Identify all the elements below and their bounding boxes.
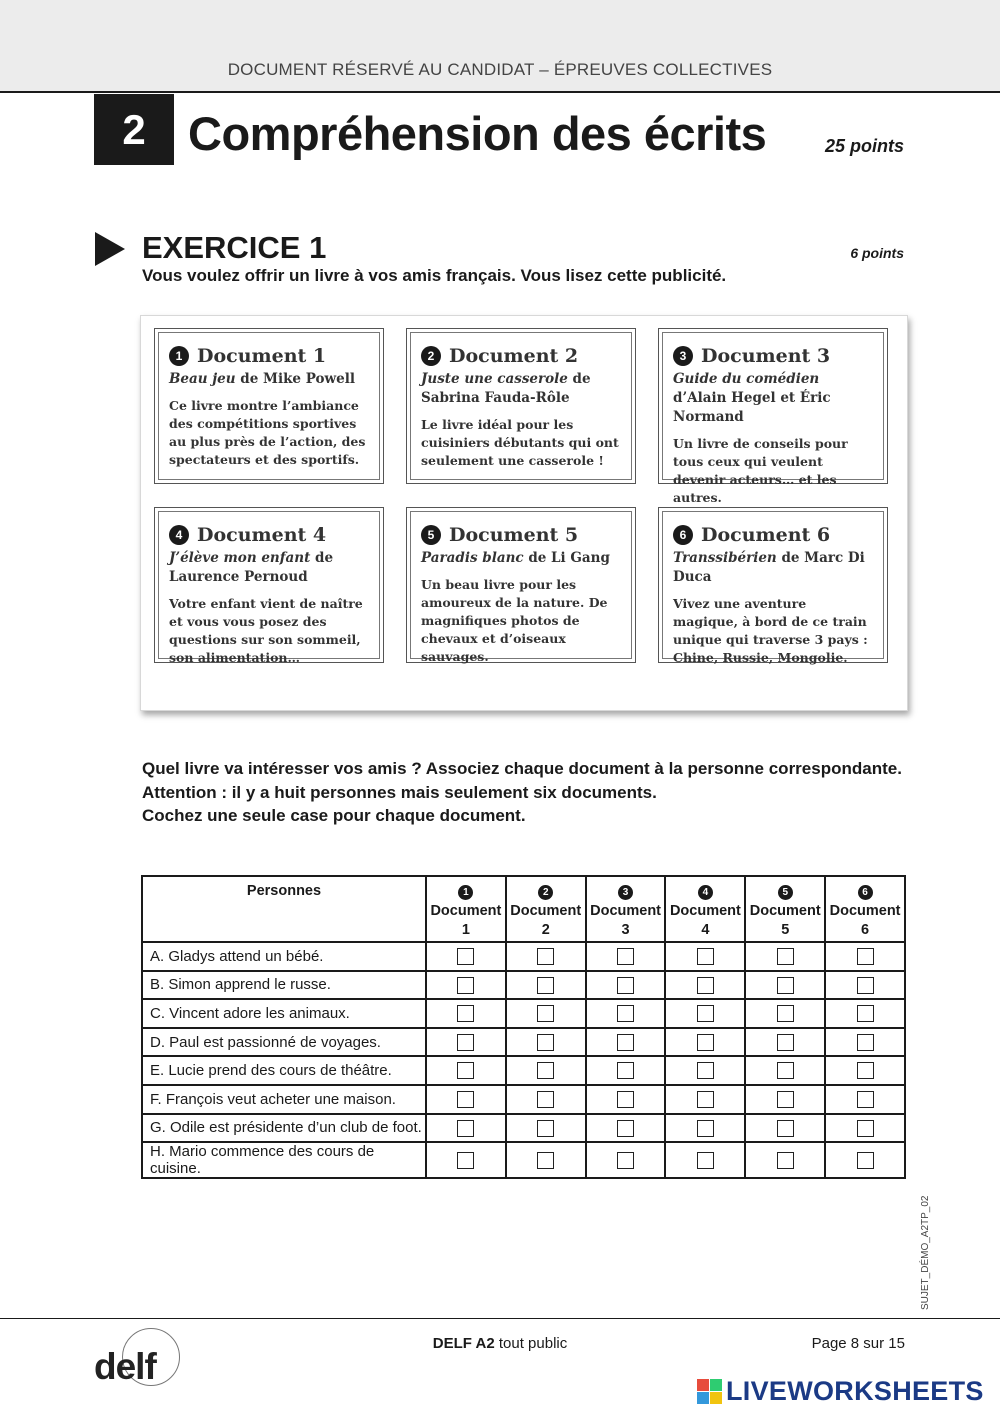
answer-table	[141, 875, 906, 1179]
document-description: Le livre idéal pour les cuisiniers débutants qui ont seulement une casserole !	[421, 417, 619, 468]
book-author: de Laurence Pernoud	[169, 550, 334, 585]
document-title: Document 3	[701, 345, 831, 367]
exam-name: DELF A2 tout public	[432, 1335, 568, 1352]
table-row	[142, 999, 905, 1028]
checkbox[interactable]	[857, 1062, 874, 1079]
column-header-document-4: 4 Document 4	[665, 876, 745, 942]
document-card-6	[658, 507, 888, 663]
table-row	[142, 971, 905, 1000]
document-description: Un beau livre pour les amoureux de la nature. De magnifiques photos de chevaux et d’oiseaux sauvages.	[421, 577, 608, 664]
number-badge-icon: 1	[458, 885, 473, 900]
number-badge-icon: 4	[169, 525, 189, 545]
checkbox[interactable]	[697, 948, 714, 965]
book-author: d’Alain Hegel et Éric Normand	[673, 390, 831, 425]
table-row	[142, 1056, 905, 1085]
section-title: Compréhension des écrits	[188, 107, 767, 160]
footer-divider	[0, 1318, 1000, 1319]
checkbox[interactable]	[857, 1152, 874, 1169]
number-badge-icon: 2	[421, 346, 441, 366]
persons-header: Personnes	[142, 876, 426, 942]
checkbox[interactable]	[777, 1120, 794, 1137]
exercise-points: 6 points	[850, 245, 904, 261]
liveworksheets-logo-icon	[697, 1379, 722, 1404]
header-label: DOCUMENT RÉSERVÉ AU CANDIDAT – ÉPREUVES COLLECTIVES	[227, 60, 773, 79]
instruction-line-3: Cochez une seule case pour chaque document.	[142, 806, 526, 825]
document-card-2	[406, 328, 636, 484]
logo-text: delf	[94, 1346, 156, 1387]
checkbox[interactable]	[457, 1034, 474, 1051]
checkbox[interactable]	[537, 1091, 554, 1108]
person-label: F. François veut acheter une maison.	[142, 1085, 426, 1114]
checkbox[interactable]	[457, 1120, 474, 1137]
checkbox[interactable]	[537, 977, 554, 994]
table-row	[142, 1028, 905, 1057]
book-title: Beau jeu	[169, 371, 236, 387]
person-label: A. Gladys attend un bébé.	[142, 942, 426, 971]
number-badge-icon: 5	[421, 525, 441, 545]
checkbox[interactable]	[537, 948, 554, 965]
checkbox[interactable]	[777, 1152, 794, 1169]
checkbox[interactable]	[457, 1005, 474, 1022]
book-author: de Mike Powell	[240, 371, 355, 387]
book-author: de Marc Di Duca	[673, 550, 865, 585]
book-title: Paradis blanc	[421, 550, 524, 566]
checkbox[interactable]	[617, 1120, 634, 1137]
document-title: Document 4	[197, 524, 327, 546]
checkbox[interactable]	[537, 1005, 554, 1022]
brand-text: LIVEWORKSHEETS	[726, 1376, 984, 1406]
table-row	[142, 1085, 905, 1114]
document-code: SUJET_DÉMO_A2TP_02	[920, 1195, 931, 1310]
book-author: de Sabrina Fauda-Rôle	[421, 371, 591, 406]
document-description: Vivez une aventure magique, à bord de ce train unique qui traverse 3 pays : Chine, Russie, Mongolie.	[673, 596, 868, 665]
document-title: Document 2	[449, 345, 579, 367]
page-number: Page 8 sur 15	[811, 1335, 905, 1352]
document-description: Votre enfant vient de naître et vous vous posez des questions sur son sommeil, son alimentation…	[169, 596, 363, 665]
checkbox[interactable]	[617, 1062, 634, 1079]
document-description: Ce livre montre l’ambiance des compétitions sportives au plus près de l’action, des spectateurs et des sportifs.	[169, 398, 366, 467]
checkbox[interactable]	[857, 977, 874, 994]
book-title: Juste une casserole	[421, 371, 568, 387]
exercise-title: EXERCICE 1	[142, 230, 327, 265]
header-band	[0, 0, 1000, 93]
document-description: Un livre de conseils pour tous ceux qui veulent devenir acteurs… et les autres.	[673, 436, 848, 505]
checkbox[interactable]	[617, 1091, 634, 1108]
checkbox[interactable]	[777, 1034, 794, 1051]
document-title: Document 5	[449, 524, 579, 546]
table-row	[142, 942, 905, 971]
checkbox[interactable]	[617, 977, 634, 994]
checkbox[interactable]	[537, 1120, 554, 1137]
checkbox[interactable]	[857, 948, 874, 965]
document-card-3	[658, 328, 888, 505]
play-triangle-icon	[95, 232, 125, 266]
book-author: de Li Gang	[528, 550, 610, 566]
column-header-document-6: 6 Document 6	[825, 876, 905, 942]
checkbox[interactable]	[697, 1034, 714, 1051]
book-title: J’élève mon enfant	[169, 550, 311, 566]
number-badge-icon: 3	[618, 885, 633, 900]
checkbox[interactable]	[857, 1034, 874, 1051]
checkbox[interactable]	[697, 1005, 714, 1022]
book-title: Transsibérien	[673, 550, 777, 566]
document-card-5	[406, 507, 636, 663]
document-card-4	[154, 507, 384, 663]
checkbox[interactable]	[617, 1034, 634, 1051]
table-row	[142, 1142, 905, 1178]
number-badge-icon: 6	[858, 885, 873, 900]
checkbox[interactable]	[697, 1120, 714, 1137]
document-title: Document 6	[701, 524, 831, 546]
person-label: B. Simon apprend le russe.	[142, 971, 426, 1000]
checkbox[interactable]	[457, 1091, 474, 1108]
instruction-line-1: Quel livre va intéresser vos amis ? Associez chaque document à la personne correspondante.	[142, 759, 902, 778]
number-badge-icon: 3	[673, 346, 693, 366]
table-header-row	[142, 876, 905, 942]
column-header-document-2: 2 Document 2	[506, 876, 586, 942]
number-badge-icon: 5	[778, 885, 793, 900]
checkbox[interactable]	[537, 1034, 554, 1051]
checkbox[interactable]	[777, 1062, 794, 1079]
liveworksheets-brand[interactable]	[697, 1376, 984, 1407]
column-header-document-1: 1 Document 1	[426, 876, 506, 942]
number-badge-icon: 1	[169, 346, 189, 366]
checkbox[interactable]	[697, 1152, 714, 1169]
person-label: C. Vincent adore les animaux.	[142, 999, 426, 1028]
checkbox[interactable]	[537, 1062, 554, 1079]
checkbox[interactable]	[777, 1005, 794, 1022]
checkbox[interactable]	[857, 1120, 874, 1137]
person-label: E. Lucie prend des cours de théâtre.	[142, 1056, 426, 1085]
checkbox[interactable]	[457, 977, 474, 994]
section-points: 25 points	[824, 136, 904, 156]
checkbox[interactable]	[617, 948, 634, 965]
instruction-line-2: Attention : il y a huit personnes mais seulement six documents.	[142, 782, 657, 802]
checkbox[interactable]	[777, 948, 794, 965]
checkbox[interactable]	[457, 948, 474, 965]
number-badge-icon: 6	[673, 525, 693, 545]
table-row	[142, 1114, 905, 1143]
checkbox[interactable]	[857, 1091, 874, 1108]
checkbox[interactable]	[777, 977, 794, 994]
checkbox[interactable]	[537, 1152, 554, 1169]
book-title: Guide du comédien	[673, 371, 820, 387]
column-header-document-3: 3 Document 3	[586, 876, 666, 942]
checkbox[interactable]	[457, 1062, 474, 1079]
checkbox[interactable]	[777, 1091, 794, 1108]
number-badge-icon: 2	[538, 885, 553, 900]
person-label: D. Paul est passionné de voyages.	[142, 1028, 426, 1057]
column-header-document-5: 5 Document 5	[745, 876, 825, 942]
checkbox[interactable]	[697, 977, 714, 994]
checkbox[interactable]	[617, 1005, 634, 1022]
person-label: G. Odile est présidente d’un club de foot.	[142, 1114, 426, 1143]
checkbox[interactable]	[457, 1152, 474, 1169]
advertisement-panel	[140, 315, 908, 711]
number-badge-icon: 4	[698, 885, 713, 900]
document-title: Document 1	[197, 345, 327, 367]
checkbox[interactable]	[697, 1091, 714, 1108]
instructions	[142, 757, 902, 828]
section-number: 2	[94, 94, 174, 165]
checkbox[interactable]	[617, 1152, 634, 1169]
checkbox[interactable]	[857, 1005, 874, 1022]
person-label: H. Mario commence des cours de cuisine.	[142, 1142, 426, 1178]
exercise-intro: Vous voulez offrir un livre à vos amis français. Vous lisez cette publicité.	[142, 266, 727, 285]
checkbox[interactable]	[697, 1062, 714, 1079]
document-card-1	[154, 328, 384, 484]
